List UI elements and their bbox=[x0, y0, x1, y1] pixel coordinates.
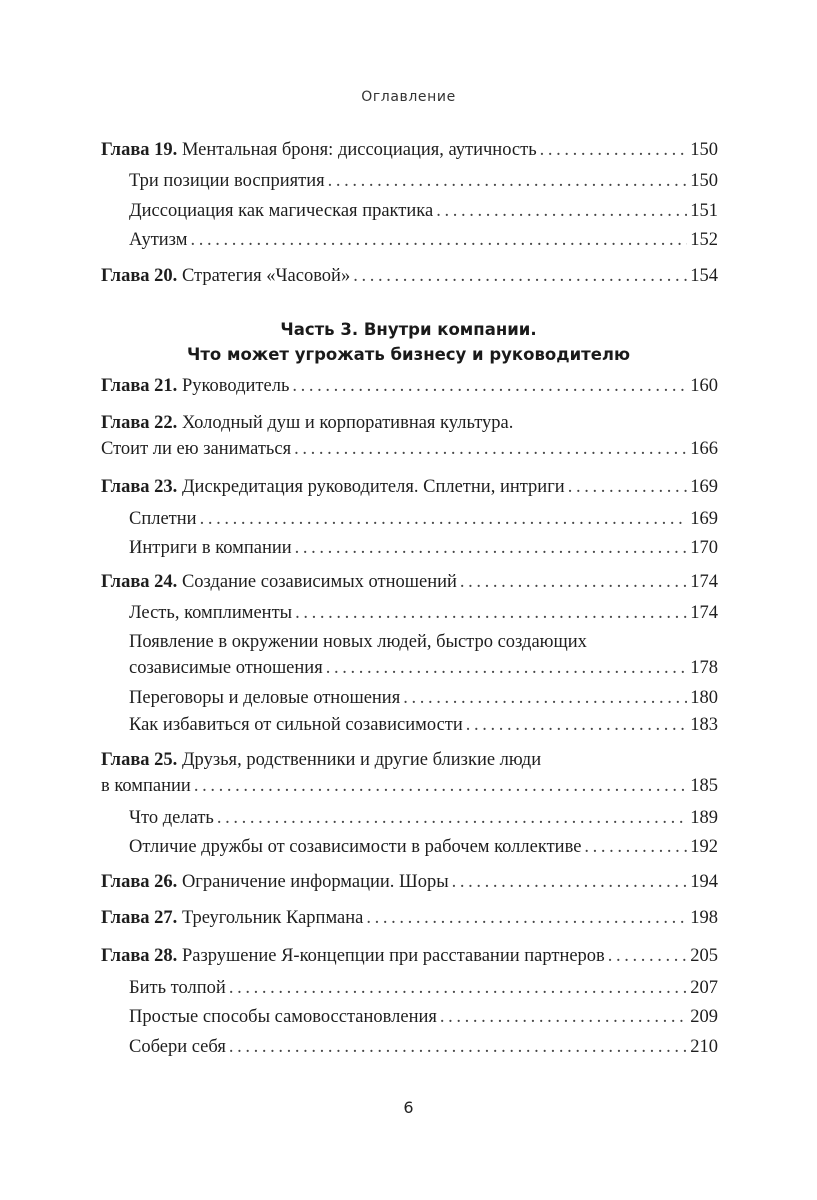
page-ref: 180 bbox=[690, 688, 718, 708]
toc-chapter-20 bbox=[101, 263, 718, 289]
toc-chapter-22 bbox=[101, 436, 718, 462]
dot-leader bbox=[608, 943, 687, 969]
section-title: Диссоциация как магическая практика bbox=[129, 201, 434, 221]
section-title: Сплетни bbox=[129, 509, 197, 529]
page-ref: 150 bbox=[690, 140, 718, 160]
dot-leader bbox=[452, 869, 688, 895]
chapter-title: Треугольник Карпмана bbox=[181, 908, 364, 928]
page-ref: 174 bbox=[690, 603, 718, 623]
page-ref: 198 bbox=[690, 908, 718, 928]
section-title: Собери себя bbox=[129, 1037, 226, 1057]
toc-chapter-27 bbox=[101, 905, 718, 931]
dot-leader bbox=[217, 805, 687, 831]
chapter-label: Глава 28. bbox=[101, 946, 178, 966]
chapter-title: Создание созависимых отношений bbox=[181, 572, 457, 592]
dot-leader bbox=[460, 569, 687, 595]
page-ref: 207 bbox=[690, 978, 718, 998]
toc-section bbox=[129, 685, 718, 711]
running-head: Оглавление bbox=[361, 89, 456, 105]
page-ref: 170 bbox=[690, 538, 718, 558]
page-ref: 169 bbox=[690, 509, 718, 529]
page-ref: 194 bbox=[690, 872, 718, 892]
dot-leader bbox=[353, 263, 687, 289]
dot-leader bbox=[200, 506, 688, 532]
toc-section bbox=[129, 655, 718, 681]
page-ref: 209 bbox=[690, 1007, 718, 1027]
section-title: Интриги в компании bbox=[129, 538, 292, 558]
toc-section bbox=[129, 198, 718, 224]
dot-leader bbox=[229, 1034, 687, 1060]
dot-leader bbox=[540, 137, 688, 163]
chapter-title-continued: Стоит ли ею заниматься bbox=[101, 439, 292, 459]
page-ref: 189 bbox=[690, 808, 718, 828]
toc-section bbox=[129, 600, 718, 626]
page-ref: 174 bbox=[690, 572, 718, 592]
chapter-title: Стратегия «Часовой» bbox=[181, 266, 351, 286]
toc-section-first-line: Появление в окружении новых людей, быстро создающих bbox=[129, 632, 587, 652]
page-ref: 150 bbox=[690, 171, 718, 191]
chapter-title: Друзья, родственники и другие близкие люди bbox=[181, 750, 542, 770]
dot-leader bbox=[190, 227, 687, 253]
section-title: Как избавиться от сильной созависимости bbox=[129, 715, 463, 735]
toc-chapter-26 bbox=[101, 869, 718, 895]
page-ref: 166 bbox=[690, 439, 718, 459]
section-title: Отличие дружбы от созависимости в рабочем коллективе bbox=[129, 837, 582, 857]
toc-chapter-24 bbox=[101, 569, 718, 595]
page-ref: 151 bbox=[690, 201, 718, 221]
page-number: 6 bbox=[403, 1098, 414, 1117]
chapter-label: Глава 25. bbox=[101, 750, 178, 770]
toc-section bbox=[129, 1004, 718, 1030]
toc-section bbox=[129, 1034, 718, 1060]
chapter-title: Дискредитация руководителя. Сплетни, интриги bbox=[181, 477, 565, 497]
chapter-title: Руководитель bbox=[181, 376, 290, 396]
chapter-label: Глава 22. bbox=[101, 413, 178, 433]
toc-section bbox=[129, 168, 718, 194]
page-ref: 154 bbox=[690, 266, 718, 286]
dot-leader bbox=[194, 773, 687, 799]
toc-chapter-25-first-line bbox=[101, 747, 541, 773]
page-ref: 185 bbox=[690, 776, 718, 796]
toc-chapter-25 bbox=[101, 773, 718, 799]
page-ref: 210 bbox=[690, 1037, 718, 1057]
chapter-label: Глава 24. bbox=[101, 572, 178, 592]
toc-section bbox=[129, 506, 718, 532]
dot-leader bbox=[366, 905, 687, 931]
section-title: Три позиции восприятия bbox=[129, 171, 325, 191]
section-title: Простые способы самовосстановления bbox=[129, 1007, 437, 1027]
dot-leader bbox=[466, 712, 687, 738]
toc-chapter-21 bbox=[101, 373, 718, 399]
page-ref: 169 bbox=[690, 477, 718, 497]
section-title: Аутизм bbox=[129, 230, 188, 250]
part-heading-line-1: Часть 3. Внутри компании. bbox=[280, 320, 537, 339]
toc-section bbox=[129, 227, 718, 253]
page-ref: 183 bbox=[690, 715, 718, 735]
page-ref: 178 bbox=[690, 658, 718, 678]
page-ref: 205 bbox=[690, 946, 718, 966]
section-title: Бить толпой bbox=[129, 978, 226, 998]
part-heading-line-2: Что может угрожать бизнесу и руководителю bbox=[186, 345, 631, 364]
dot-leader bbox=[326, 655, 688, 681]
chapter-label: Глава 26. bbox=[101, 872, 178, 892]
dot-leader bbox=[436, 198, 687, 224]
toc-section bbox=[129, 805, 718, 831]
dot-leader bbox=[229, 975, 687, 1001]
chapter-title-continued: в компании bbox=[101, 776, 191, 796]
dot-leader bbox=[328, 168, 688, 194]
chapter-label: Глава 21. bbox=[101, 376, 178, 396]
toc-chapter-28 bbox=[101, 943, 718, 969]
toc-chapter-23 bbox=[101, 474, 718, 500]
page-ref: 192 bbox=[690, 837, 718, 857]
chapter-title: Холодный душ и корпоративная культура. bbox=[181, 413, 514, 433]
dot-leader bbox=[403, 685, 687, 711]
dot-leader bbox=[295, 535, 688, 561]
chapter-label: Глава 27. bbox=[101, 908, 178, 928]
section-title: Переговоры и деловые отношения bbox=[129, 688, 401, 708]
dot-leader bbox=[584, 834, 687, 860]
toc-section bbox=[129, 535, 718, 561]
chapter-title: Ограничение информации. Шоры bbox=[181, 872, 449, 892]
chapter-label: Глава 20. bbox=[101, 266, 178, 286]
toc-chapter-22-first-line bbox=[101, 410, 513, 436]
dot-leader bbox=[292, 373, 687, 399]
toc-section bbox=[129, 712, 718, 738]
section-title-continued: созависимые отношения bbox=[129, 658, 323, 678]
page-ref: 152 bbox=[690, 230, 718, 250]
dot-leader bbox=[294, 436, 687, 462]
dot-leader bbox=[295, 600, 687, 626]
chapter-title: Разрушение Я-концепции при расставании партнеров bbox=[181, 946, 605, 966]
page-ref: 160 bbox=[690, 376, 718, 396]
chapter-label: Глава 19. bbox=[101, 140, 178, 160]
toc-chapter-19 bbox=[101, 137, 718, 163]
chapter-title: Ментальная броня: диссоциация, аутичность bbox=[181, 140, 537, 160]
section-title: Что делать bbox=[129, 808, 214, 828]
dot-leader bbox=[440, 1004, 687, 1030]
section-title: Лесть, комплименты bbox=[129, 603, 293, 623]
toc-section bbox=[129, 834, 718, 860]
chapter-label: Глава 23. bbox=[101, 477, 178, 497]
toc-section bbox=[129, 975, 718, 1001]
dot-leader bbox=[568, 474, 688, 500]
